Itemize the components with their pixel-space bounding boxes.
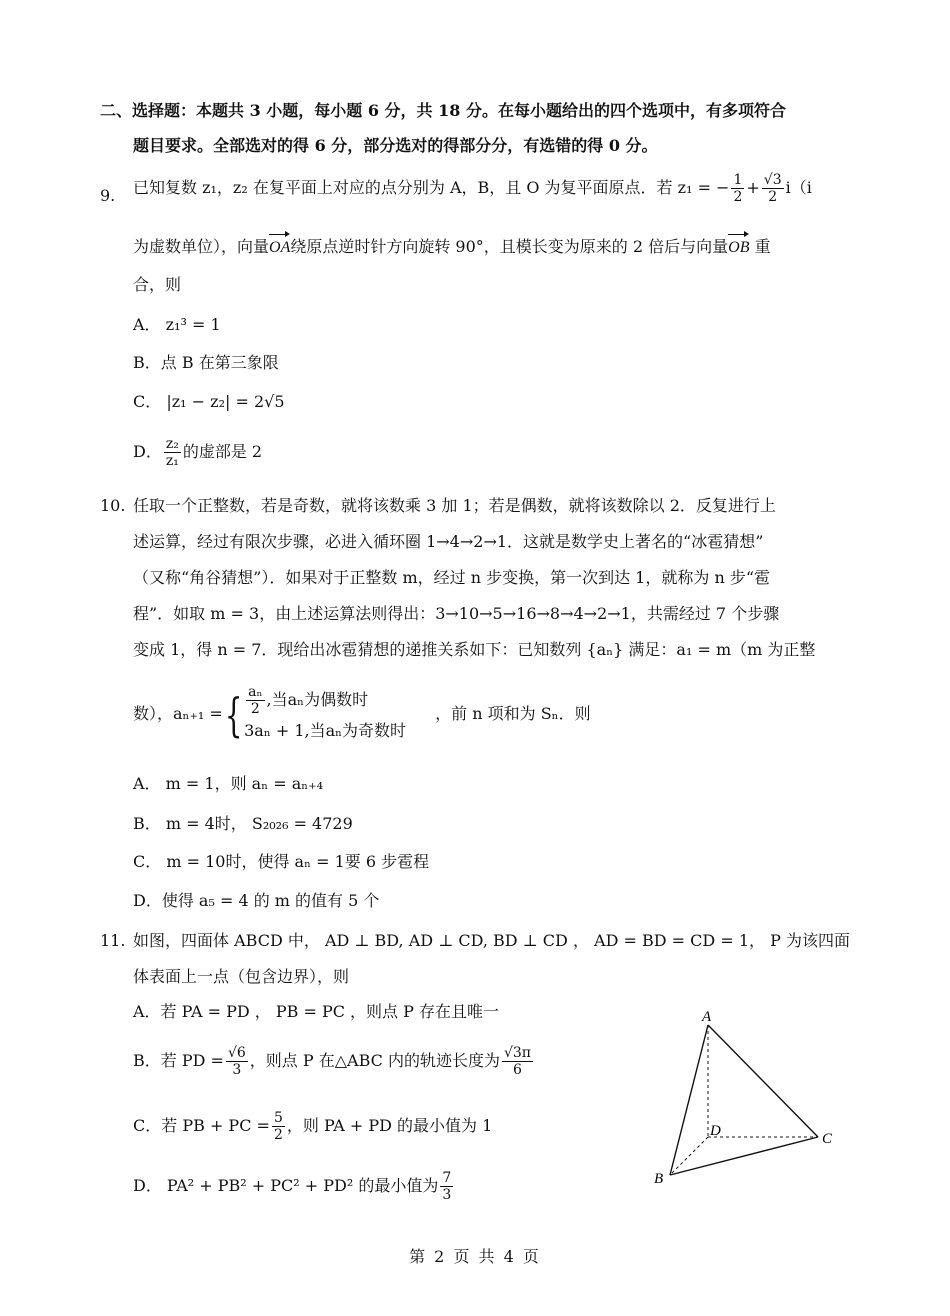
q10-option-a: A． m = 1，则 aₙ = aₙ₊₄ [133, 774, 324, 793]
q11-option-b: B．若 PD = $\frac{√6}{3}$ ，则点 P 在△ABC 内的轨迹长度为 $\frac{√3\pi}{6}$ [133, 1045, 531, 1078]
vector-oa: OA [269, 237, 290, 259]
q10-line1: 任取一个正整数，若是奇数，就将该数乘 3 加 1；若是偶数，就将该数除以 2．反复进行上 [133, 496, 776, 515]
tetrahedron-figure [640, 1005, 860, 1190]
label-c: C [822, 1131, 833, 1147]
q10-option-d: D．使得 a₅ = 4 的 m 的值有 5 个 [133, 891, 380, 910]
q9-option-c: C． |z₁ − z₂| = 2√5 [133, 392, 285, 411]
label-d: D [710, 1123, 721, 1139]
label-a: A [702, 1009, 712, 1025]
q10-line3: （又称“角谷猜想”）．如果对于正整数 m，经过 n 步变换，第一次到达 1，就称为 n 步“雹 [133, 568, 771, 587]
q10-line5: 变成 1，得 n = 7．现给出冰雹猜想的递推关系如下：已知数列 {aₙ} 满足：a₁ = m（m 为正整 [133, 640, 816, 659]
edge-bc [670, 1137, 818, 1175]
q9-number: 9. [100, 186, 116, 205]
q10-option-b: B． m = 4时， S₂₀₂₆ = 4729 [133, 814, 353, 833]
q10-line6: 数），aₙ₊₁ ={ $\frac{\text{aₙ}}{2}$ ,当aₙ为偶数时 3aₙ + 1,当aₙ为奇数时 ，前 n 项和为 Sₙ．则 [133, 684, 591, 745]
q9-line2: 为虚数单位），向量OA绕原点逆时针方向旋转 90°，且模长变为原来的 2 倍后与向量OB 重 [133, 236, 771, 259]
q10-line4: 程”．如取 m = 3，由上述运算法则得出：3→10→5→16→8→4→2→1，共需经过 7 个步骤 [133, 604, 780, 623]
q11-option-a: A．若 PA = PD ， PB = PC ，则点 P 存在且唯一 [133, 1002, 499, 1021]
piecewise-brace: { [224, 687, 243, 742]
edge-ac [708, 1025, 818, 1137]
vector-ob: OB [728, 237, 749, 259]
q9-line1: 已知复数 z₁，z₂ 在复平面上对应的点分别为 A，B，且 O 为复平面原点．若 z₁ = − $\frac{1}{2}$ + $\frac{√3}{2}$ i（i [133, 172, 812, 205]
frac-sqrt3-half: $\frac{√3}{2}$ [763, 172, 782, 205]
piecewise-cases: $\frac{\text{aₙ}}{2}$ ,当aₙ为偶数时 3aₙ + 1,当aₙ为奇数时 [244, 684, 407, 740]
q10-option-c: C． m = 10时，使得 aₙ = 1要 6 步雹程 [133, 852, 430, 871]
q10-number: 10. [100, 496, 126, 515]
page-footer: 第 2 页 共 4 页 [409, 1247, 541, 1266]
q11-line2: 体表面上一点（包含边界），则 [133, 967, 350, 986]
q9-option-b: B．点 B 在第三象限 [133, 353, 279, 372]
edge-ab [670, 1025, 708, 1175]
frac-z2-z1: $\frac{\text{z₂}}{\text{z₁}}$ [165, 436, 179, 469]
q11-option-c: C．若 PB + PC = $\frac{5}{2}$ ，则 PA + PD 的最小值为 1 [133, 1110, 493, 1143]
q9-option-d: D． $\frac{\text{z₂}}{\text{z₁}}$ 的虚部是 2 [133, 436, 263, 469]
q9-option-a: A． z₁³ = 1 [133, 315, 221, 334]
label-b: B [654, 1171, 664, 1187]
q11-number: 11. [100, 931, 126, 950]
edge-db [670, 1137, 708, 1175]
section-heading-line1: 二、选择题：本题共 3 小题，每小题 6 分，共 18 分。在每小题给出的四个选项中，有多项符合 [100, 101, 786, 120]
q9-line3: 合，则 [133, 275, 182, 294]
q11-option-d: D． PA² + PB² + PC² + PD² 的最小值为 $\frac{7}{3}$ [133, 1170, 452, 1203]
section-heading-line2: 题目要求。全部选对的得 6 分，部分选对的得部分分，有选错的得 0 分。 [133, 136, 658, 155]
q11-line1: 如图，四面体 ABCD 中， AD ⊥ BD, AD ⊥ CD, BD ⊥ CD ， AD = BD = CD = 1， P 为该四面 [133, 931, 850, 950]
q10-line2: 述运算，经过有限次步骤，必进入循环圈 1→4→2→1．这就是数学史上著名的“冰雹猜想” [133, 532, 764, 551]
frac-half: $\frac{1}{2}$ [733, 172, 743, 205]
